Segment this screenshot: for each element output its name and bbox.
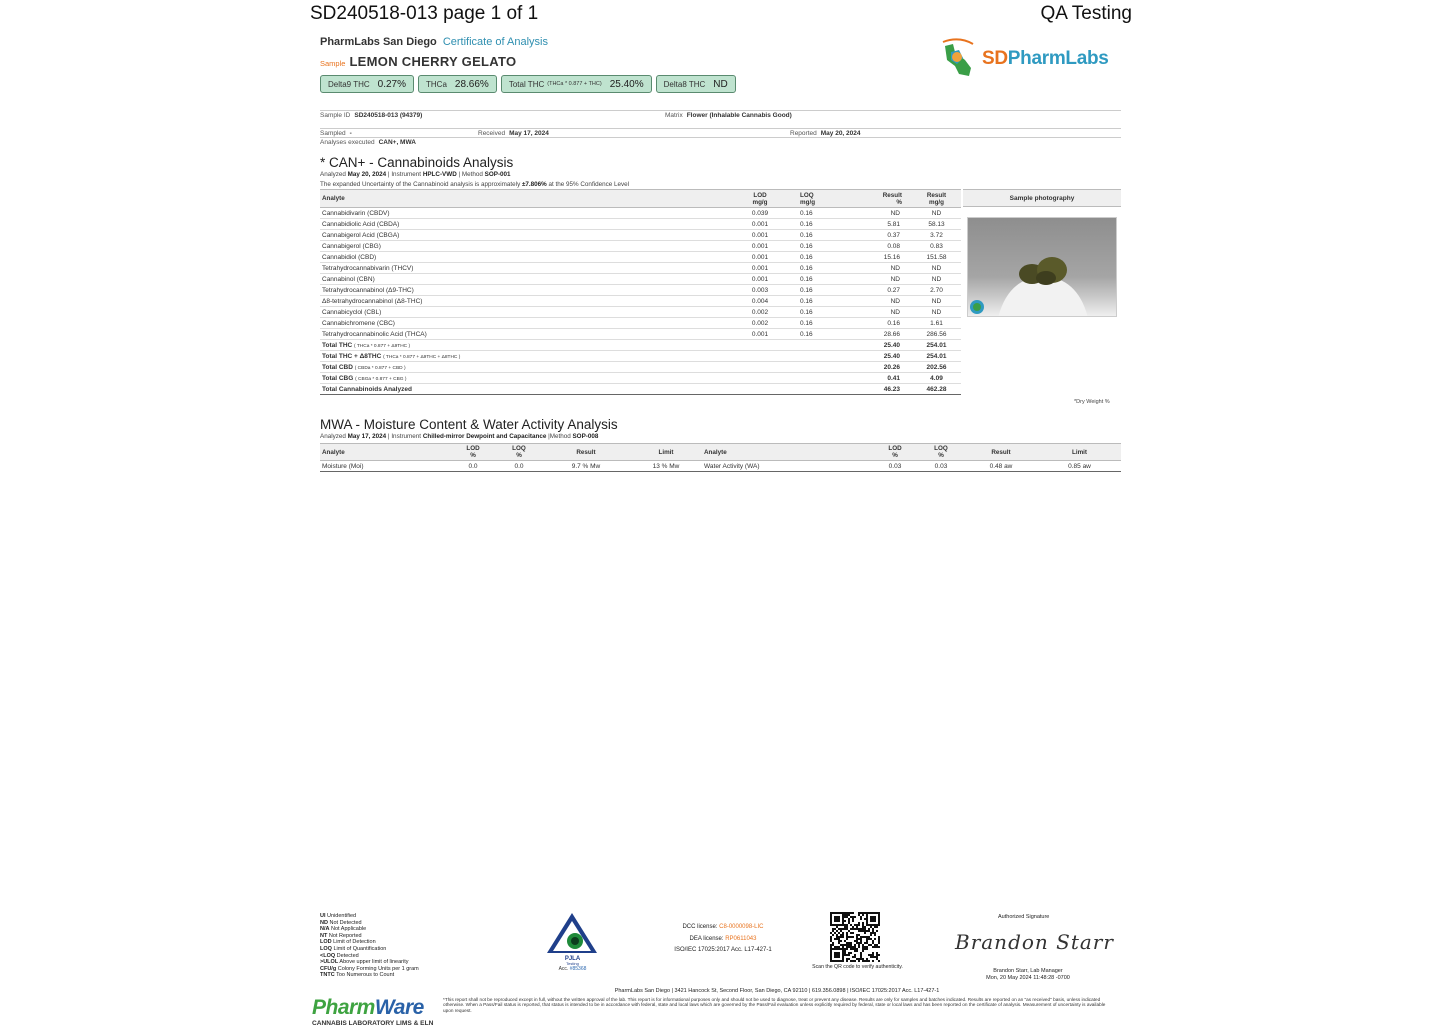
result-pct: 0.37 xyxy=(830,230,912,241)
result-mg: 0.83 xyxy=(912,241,961,252)
badge-value: 28.66% xyxy=(454,78,489,90)
signature-header: Authorized Signature xyxy=(998,914,1050,920)
received-label: Received xyxy=(478,130,506,137)
lod-value: 0.002 xyxy=(720,318,800,329)
document-type: Certificate of Analysis xyxy=(442,36,548,48)
pjla-accreditation-logo xyxy=(545,911,600,973)
pjla-accreditation-number: Acc. #85368 xyxy=(558,966,587,972)
result-mg: 151.58 xyxy=(912,252,961,263)
method-label: Method xyxy=(549,433,571,440)
info-row-sample xyxy=(320,110,1121,119)
empty-cell xyxy=(800,351,830,362)
received: May 17, 2024 xyxy=(509,130,549,137)
loq-value: 0.16 xyxy=(800,241,830,252)
result-pct: ND xyxy=(830,263,912,274)
reported: May 20, 2024 xyxy=(820,130,861,137)
instrument-label: Instrument xyxy=(391,171,422,178)
empty-cell xyxy=(800,384,830,395)
dcc-license: DCC license: C8-0000098-LIC xyxy=(682,924,764,930)
lod-value: 0.002 xyxy=(720,307,800,318)
california-map-icon xyxy=(939,38,981,80)
analyte-name: Cannabigerol Acid (CBGA) xyxy=(320,230,720,241)
result-pct: 0.08 xyxy=(830,241,912,252)
matrix-label: Matrix xyxy=(665,112,683,119)
pjla-sub: Testing xyxy=(566,961,579,966)
sampled-label: Sampled xyxy=(320,130,346,137)
result-pct: ND xyxy=(830,274,912,285)
empty-cell xyxy=(720,340,800,351)
instrument-label: Instrument xyxy=(391,433,422,440)
total-name: Total CBG ( CBGa * 0.877 + CBG ) xyxy=(320,373,720,384)
result-mg: 286.56 xyxy=(912,329,961,340)
empty-cell xyxy=(800,362,830,373)
loq-value: 0.16 xyxy=(800,230,830,241)
total-formula: ( CBGa * 0.877 + CBG ) xyxy=(355,376,407,382)
analyte-name: Moisture (Moi) xyxy=(320,461,450,472)
total-name: Total THC + Δ8THC ( THCa * 0.877 + Δ9THC + Δ8THC ) xyxy=(320,351,720,362)
analyzed-label: Analyzed xyxy=(320,433,346,440)
total-name: Total THC ( THCa * 0.877 + Δ9THC ) xyxy=(320,340,720,351)
badge-label: THCa xyxy=(426,79,447,89)
legend-item: LOD Limit of Detection xyxy=(320,939,376,946)
analyte-name: Cannabidiol (CBD) xyxy=(320,252,720,263)
table-row xyxy=(320,307,961,318)
table-row xyxy=(320,263,961,274)
total-formula: ( CBDa * 0.877 + CBD ) xyxy=(354,365,406,371)
empty-cell xyxy=(720,362,800,373)
result-value: 9.7 % Mw xyxy=(542,461,630,472)
abbreviation-legend xyxy=(320,913,419,979)
analyzed-date: May 17, 2024 xyxy=(347,433,387,440)
pharmware-logo xyxy=(312,996,434,1030)
lod-value: 0.001 xyxy=(720,241,800,252)
analyte-name: Cannabinol (CBN) xyxy=(320,274,720,285)
total-formula: ( THCa * 0.877 + Δ9THC + Δ8THC ) xyxy=(383,354,461,360)
reported-label: Reported xyxy=(790,130,817,137)
loq-value: 0.16 xyxy=(800,252,830,263)
sampled: - xyxy=(349,130,352,137)
lod-value: 0.001 xyxy=(720,219,800,230)
total-formula: ( THCa * 0.877 + Δ9THC ) xyxy=(354,343,411,349)
limit-value: 0.85 aw xyxy=(1038,461,1121,472)
badge-value: 25.40% xyxy=(609,78,644,90)
table-row xyxy=(320,329,961,340)
total-mg: 462.28 xyxy=(912,384,961,395)
analyte-name: Cannabigerol (CBG) xyxy=(320,241,720,252)
lab-name: PharmLabs San Diego xyxy=(320,36,437,48)
moisture-table xyxy=(320,443,1121,472)
loq-value: 0.16 xyxy=(800,263,830,274)
uncertainty-post: at the 95% Confidence Level xyxy=(548,181,630,188)
loq-value: 0.16 xyxy=(800,274,830,285)
result-mg: 2.70 xyxy=(912,285,961,296)
qr-caption: Scan the QR code to verify authenticity. xyxy=(812,964,903,970)
analyte-name: Cannabicyclol (CBL) xyxy=(320,307,720,318)
badge-total-thc xyxy=(501,75,652,93)
col-loq: LOQ mg/g xyxy=(800,190,830,208)
logo-sd: SD xyxy=(982,48,1008,69)
signatory-name: Brandon Starr, Lab Manager xyxy=(993,968,1063,974)
result-mg: ND xyxy=(912,296,961,307)
sdpharmlabs-logo xyxy=(939,38,1124,80)
sample-photo xyxy=(967,217,1117,317)
legend-item: UI Unidentified xyxy=(320,913,357,919)
analyte-name: Tetrahydrocannabinolic Acid (THCA) xyxy=(320,329,720,340)
page-header-title: QA Testing xyxy=(1040,3,1132,24)
col-lod: LOD % xyxy=(450,444,496,461)
table-header-row xyxy=(320,444,1121,461)
loq-value: 0.16 xyxy=(800,307,830,318)
info-row-analyses xyxy=(320,137,1121,146)
analyte-name: Cannabidivarin (CBDV) xyxy=(320,208,720,219)
badge-thca xyxy=(418,75,497,93)
loq-value: 0.0 xyxy=(496,461,542,472)
loq-value: 0.16 xyxy=(800,296,830,307)
empty-cell xyxy=(720,373,800,384)
loq-value: 0.16 xyxy=(800,208,830,219)
badge-delta9-thc xyxy=(320,75,414,93)
iso-accreditation: ISO/IEC 17025:2017 Acc. L17-427-1 xyxy=(674,947,772,953)
logo-pharmlabs: PharmLabs xyxy=(1007,48,1109,69)
logo-wordmark xyxy=(982,48,1109,70)
pharmware-tagline: CANNABIS LABORATORY LIMS & ELN xyxy=(312,1020,434,1027)
result-mg: ND xyxy=(912,307,961,318)
matrix: Flower (Inhalable Cannabis Good) xyxy=(686,112,792,119)
loq-value: 0.16 xyxy=(800,219,830,230)
col-result: Result xyxy=(542,444,630,461)
col-result-mg: Result mg/g xyxy=(912,190,961,208)
method-label: Method xyxy=(461,171,483,178)
mwa-meta: Analyzed May 17, 2024 | Instrument Chilled-mirror Dewpoint and Capacitance |Method SOP-008 xyxy=(320,433,599,440)
result-pct: 0.27 xyxy=(830,285,912,296)
sample-tag: Sample xyxy=(320,59,346,68)
analyte-name: Cannabidiolic Acid (CBDA) xyxy=(320,219,720,230)
dry-weight-note: *Dry Weight % xyxy=(1074,399,1110,405)
uncertainty-value: ±7.806% xyxy=(521,181,547,188)
col-analyte: Analyte xyxy=(320,190,720,208)
can-section-title: * CAN+ - Cannabinoids Analysis xyxy=(320,155,514,170)
lod-value: 0.001 xyxy=(720,274,800,285)
total-mg: 202.56 xyxy=(912,362,961,373)
uncertainty-pre: The expanded Uncertainty of the Cannabinoid analysis is approximately xyxy=(320,181,521,188)
total-pct: 46.23 xyxy=(830,384,912,395)
lod-value: 0.001 xyxy=(720,263,800,274)
result-pct: 28.66 xyxy=(830,329,912,340)
instrument: Chilled-mirror Dewpoint and Capacitance xyxy=(422,433,547,440)
legend-item: CFU/g Colony Forming Units per 1 gram xyxy=(320,965,419,972)
result-pct: 0.16 xyxy=(830,318,912,329)
handwritten-signature: Brandon Starr xyxy=(955,930,1114,954)
lod-value: 0.0 xyxy=(450,461,496,472)
table-row xyxy=(320,230,961,241)
analyte-name: Cannabichromene (CBC) xyxy=(320,318,720,329)
instrument: HPLC-VWD xyxy=(422,171,457,178)
analyte-name: Δ8-tetrahydrocannabinol (Δ8-THC) xyxy=(320,296,720,307)
lod-value: 0.039 xyxy=(720,208,800,219)
result-pct: ND xyxy=(830,296,912,307)
pharmware-wordmark: PharmWare xyxy=(312,996,424,1019)
info-row-dates xyxy=(320,128,1121,137)
table-row xyxy=(320,285,961,296)
total-row xyxy=(320,384,961,395)
analyzed-date: May 20, 2024 xyxy=(347,171,387,178)
photo-header: Sample photography xyxy=(963,189,1121,207)
total-pct: 20.26 xyxy=(830,362,912,373)
result-pct: ND xyxy=(830,208,912,219)
total-mg: 254.01 xyxy=(912,340,961,351)
lod-value: 0.003 xyxy=(720,285,800,296)
col-result-pct: Result % xyxy=(830,190,912,208)
result-pct: ND xyxy=(830,307,912,318)
table-header-row xyxy=(320,190,961,208)
table-row xyxy=(320,274,961,285)
result-mg: 3.72 xyxy=(912,230,961,241)
analyte-name: Tetrahydrocannabinol (Δ9-THC) xyxy=(320,285,720,296)
lod-value: 0.03 xyxy=(872,461,918,472)
table-row xyxy=(320,318,961,329)
sample-name: LEMON CHERRY GELATO xyxy=(349,54,517,69)
license-block xyxy=(663,922,783,957)
result-mg: 1.61 xyxy=(912,318,961,329)
empty-cell xyxy=(720,351,800,362)
badge-delta8-thc xyxy=(656,75,736,93)
col-result-2: Result xyxy=(964,444,1038,461)
total-name: Total CBD ( CBDa * 0.877 + CBD ) xyxy=(320,362,720,373)
result-value: 0.48 aw xyxy=(964,461,1038,472)
result-pct: 5.81 xyxy=(830,219,912,230)
table-row xyxy=(320,208,961,219)
legend-item: N/A Not Applicable xyxy=(320,926,367,933)
total-mg: 4.09 xyxy=(912,373,961,384)
badge-label: Delta9 THC xyxy=(328,79,370,89)
empty-cell xyxy=(800,340,830,351)
empty-cell xyxy=(800,373,830,384)
analyzed-label: Analyzed xyxy=(320,171,346,178)
total-row xyxy=(320,373,961,384)
col-analyte-2: Analyte xyxy=(702,444,872,461)
lod-value: 0.001 xyxy=(720,230,800,241)
total-mg: 254.01 xyxy=(912,351,961,362)
table-row xyxy=(320,296,961,307)
table-row xyxy=(320,219,961,230)
legend-item: LOQ Limit of Quantification xyxy=(320,945,387,952)
analyte-name: Water Activity (WA) xyxy=(702,461,872,472)
col-limit: Limit xyxy=(630,444,702,461)
result-mg: ND xyxy=(912,274,961,285)
result-pct: 15.16 xyxy=(830,252,912,263)
method: SOP-008 xyxy=(572,433,599,440)
total-pct: 25.40 xyxy=(830,340,912,351)
method: SOP-001 xyxy=(484,171,511,178)
lod-value: 0.001 xyxy=(720,329,800,340)
badge-value: ND xyxy=(713,78,728,90)
table-row xyxy=(320,252,961,263)
result-mg: ND xyxy=(912,208,961,219)
total-pct: 25.40 xyxy=(830,351,912,362)
badge-value: 0.27% xyxy=(377,78,407,90)
pjla-text: PJLA xyxy=(564,956,581,962)
result-mg: ND xyxy=(912,263,961,274)
page-header-id: SD240518-013 page 1 of 1 xyxy=(310,3,539,24)
col-loq-2: LOQ % xyxy=(918,444,964,461)
sample-id-label: Sample ID xyxy=(320,112,351,119)
legend-item: NT Not Reported xyxy=(320,932,362,939)
legend-item: <LOQ Detected xyxy=(320,952,359,959)
signature-date: Mon, 20 May 2024 11:48:28 -0700 xyxy=(986,975,1070,981)
col-limit-2: Limit xyxy=(1038,444,1121,461)
sample-bud-image xyxy=(968,218,1117,317)
total-row xyxy=(320,351,961,362)
qr-code[interactable] xyxy=(830,912,880,962)
dea-license: DEA license: RP0611043 xyxy=(689,935,757,942)
col-lod-2: LOD % xyxy=(872,444,918,461)
loq-value: 0.16 xyxy=(800,318,830,329)
table-row xyxy=(320,241,961,252)
loq-value: 0.16 xyxy=(800,329,830,340)
loq-value: 0.16 xyxy=(800,285,830,296)
sample-id: SD240518-013 (94379) xyxy=(354,112,423,119)
total-row xyxy=(320,340,961,351)
mwa-section-title: MWA - Moisture Content & Water Activity Analysis xyxy=(320,417,618,432)
signatory xyxy=(960,968,1096,982)
analyses: CAN+, MWA xyxy=(378,139,416,146)
lod-value: 0.001 xyxy=(720,252,800,263)
total-name: Total Cannabinoids Analyzed xyxy=(320,384,720,395)
lod-value: 0.004 xyxy=(720,296,800,307)
badge-formula: (THCa * 0.877 + THC) xyxy=(547,81,602,87)
total-row xyxy=(320,362,961,373)
total-pct: 0.41 xyxy=(830,373,912,384)
empty-cell xyxy=(720,384,800,395)
result-mg: 58.13 xyxy=(912,219,961,230)
badge-label: Delta8 THC xyxy=(663,79,706,89)
can-meta: Analyzed May 20, 2024 | Instrument HPLC-VWD | Method SOP-001 xyxy=(320,171,511,178)
analyses-label: Analyses executed xyxy=(320,139,375,146)
limit-value: 13 % Mw xyxy=(630,461,702,472)
lab-address: PharmLabs San Diego | 3421 Hancock St, Second Floor, San Diego, CA 92110 | 619.356.0898 | ISO/IEC 17025:2017 Acc. L17-427-1 xyxy=(614,988,940,994)
legend-item: ND Not Detected xyxy=(320,919,362,926)
analyte-name: Tetrahydrocannabivarin (THCV) xyxy=(320,263,720,274)
sample-photo-panel xyxy=(963,189,1121,317)
legend-item: >ULOL Above upper limit of linearity xyxy=(320,959,409,966)
table-row xyxy=(320,461,1121,472)
cannabinoid-table xyxy=(320,189,961,395)
loq-value: 0.03 xyxy=(918,461,964,472)
col-loq: LOQ % xyxy=(496,444,542,461)
col-lod: LOD mg/g xyxy=(720,190,800,208)
legend-item: TNTC Too Numerous to Count xyxy=(320,972,395,979)
col-analyte: Analyte xyxy=(320,444,450,461)
uncertainty-note xyxy=(320,181,629,188)
badge-label: Total THC xyxy=(508,79,545,89)
disclaimer: *This report shall not be reproduced except in full, without the written approval of the lab. This report is for informational purposes only and should not be used to diagnose, treat or prevent any disease. Results are only for samples and batches indicated. Results are reported on an "as received" basis, unless indicated otherwise. When a Pass/Fail status is reported, that status is intended to be in accordance with federal, state and local laws which are governed by the Pass/Fail evaluation unless explicitly required by federal, state or local laws and has been reported on the certificate of analysis. Measurement of uncertainty is available upon request. xyxy=(443,997,1106,1013)
